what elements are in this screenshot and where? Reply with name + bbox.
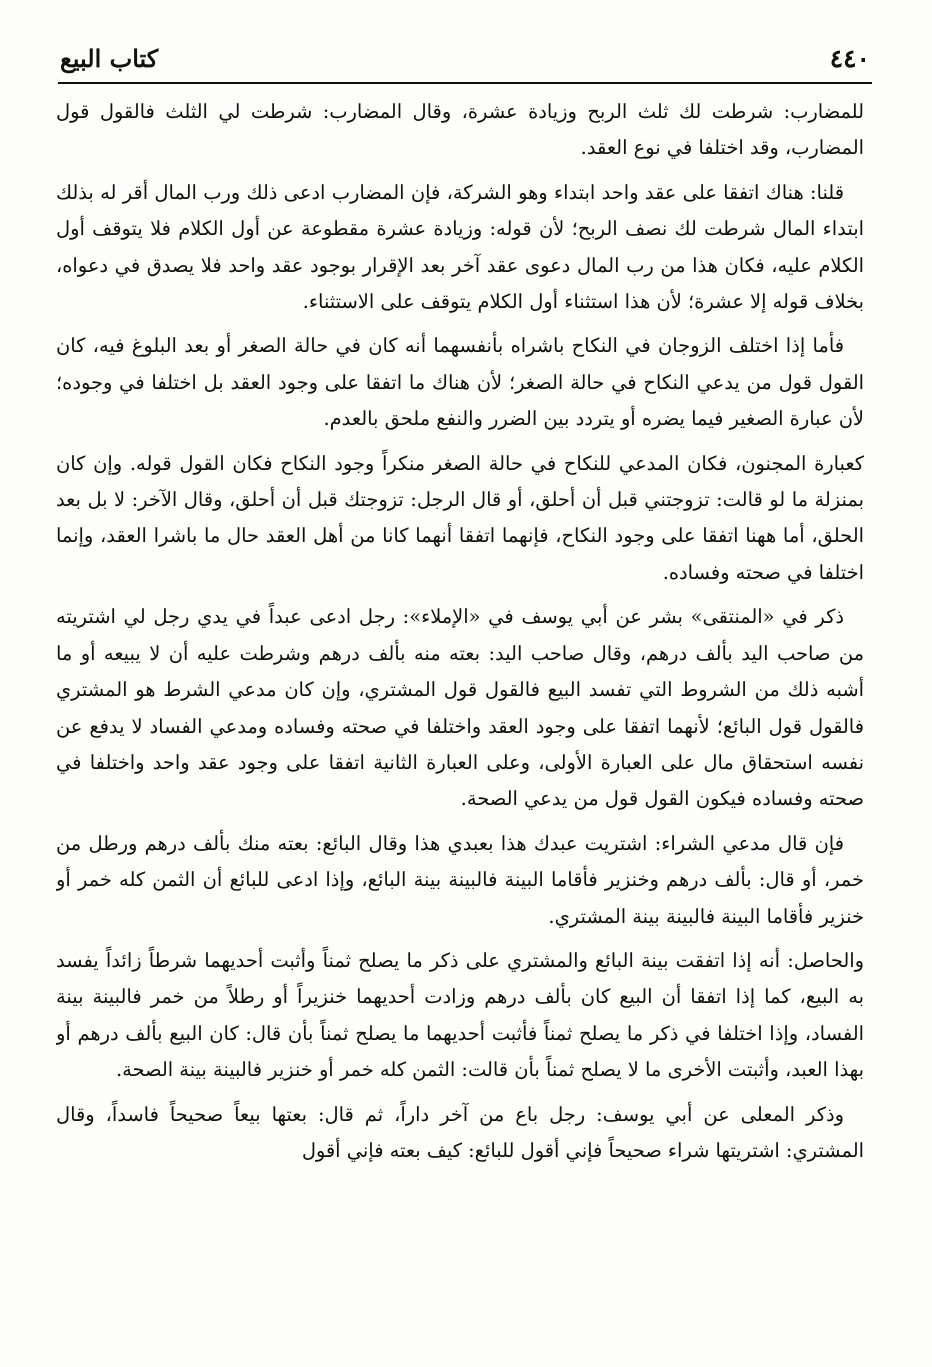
paragraph: وذكر المعلى عن أبي يوسف: رجل باع من آخر داراً، ثم قال: بعتها بيعاً صحيحاً فاسداً، وقال المشتري: اشتريتها شراء صحيحاً فإني أقول للبائع: كيف بعته فإني أقول [56, 1102, 864, 1162]
page-number: ٤٤٠ [829, 44, 870, 73]
paragraph: والحاصل: أنه إذا اتفقت بينة البائع والمشتري على ذكر ما يصلح ثمناً وأثبت أحديهما شرطاً زائداً يفسد به البيع، كما إذا اتفقا أن البيع كان بألف درهم وزادت أحديهما خنزيراً أو رطلاً من خمر فالبينة بينة الفساد، وإذا اختلفا في ذكر ما يصلح ثمناً فأثبت أحديهما ما يصلح ثمناً بأن قال: كان البيع بألف درهم أو بهذا العبد، وأثبتت الأخرى ما لا يصلح ثمناً بأن قالت: الثمن كله خمر أو خنزير فالبينة بينة الصحة. [56, 948, 864, 1082]
header-rule [58, 82, 872, 84]
paragraph: كعبارة المجنون، فكان المدعي للنكاح في حالة الصغر منكراً وجود النكاح فكان القول قوله. وإن كان بمنزلة ما لو قالت: تزوجتني قبل أن أحلق، أو قال الرجل: تزوجتك قبل أن أحلق، وقال الآخر: لا بل بعد الحلق، أما ههنا اتفقا على وجود النكاح، فإنهما اتفقا أنهما كانا من أهل العقد حال ما باشرا العقد، وإنما اختلفا في صحته وفساده. [56, 451, 864, 584]
body-text [56, 94, 864, 1347]
page-header [60, 40, 870, 80]
running-title: كتاب البيع [60, 44, 159, 73]
paragraph: للمضارب: شرطت لك ثلث الربح وزيادة عشرة، وقال المضارب: شرطت لي الثلث فالقول قول المضارب، وقد اختلفا في نوع العقد. [56, 100, 864, 160]
paragraph: فأما إذا اختلف الزوجان في النكاح باشراه بأنفسهما أنه كان في حالة الصغر أو بعد البلوغ فيه، كان القول قول من يدعي النكاح في حالة الصغر؛ لأن هناك ما اتفقا على وجود العقد بل اختلفا في وجوده؛ لأن عبارة الصغير فيما يضره أو يتردد بين الضرر والنفع ملحق بالعدم. [56, 334, 864, 431]
paragraph: فإن قال مدعي الشراء: اشتريت عبدك هذا بعبدي هذا وقال البائع: بعته منك بألف درهم ورطل من خمر، أو قال: بألف درهم وخنزير فأقاما البينة فالبينة بينة البائع، وإذا ادعى للبائع أن الثمن كله خمر أو خنزير فأقاما البينة فالبينة بينة المشتري. [56, 831, 864, 928]
paragraph: قلنا: هناك اتفقا على عقد واحد ابتداء وهو الشركة، فإن المضارب ادعى ذلك ورب المال أقر له بذلك ابتداء المال شرطت لك نصف الربح؛ لأن قوله: وزيادة عشرة مقطوعة عن أول الكلام فلا يتوقف أول الكلام عليه، فكان هذا من رب المال دعوى عقد آخر بعد الإقرار بوجود عقد واحد فلا يصدق في دعواه، بخلاف قوله إلا عشرة؛ لأن هذا استثناء أول الكلام يتوقف على الاستثناء. [56, 180, 864, 314]
paragraph: ذكر في «المنتقى» بشر عن أبي يوسف في «الإملاء»: رجل ادعى عبداً في يدي رجل لي اشتريته من صاحب اليد بألف درهم، وقال صاحب اليد: بعته منه بألف درهم وشرطت عليه أن لا يبيعه أو ما أشبه ذلك من الشروط التي تفسد البيع فالقول قول المشتري، وإن كان مدعي الشرط هو المشتري فالقول قول البائع؛ لأنهما اتفقا على وجود العقد واختلفا في صحته وفساده ومدعي الفساد لا يدفع عن نفسه استحقاق مال على العبارة الأولى، وعلى العبارة الثانية اتفقا على وجود عقد واحد واختلفا في صحته وفساده فيكون القول قول من يدعي الصحة. [56, 605, 864, 811]
